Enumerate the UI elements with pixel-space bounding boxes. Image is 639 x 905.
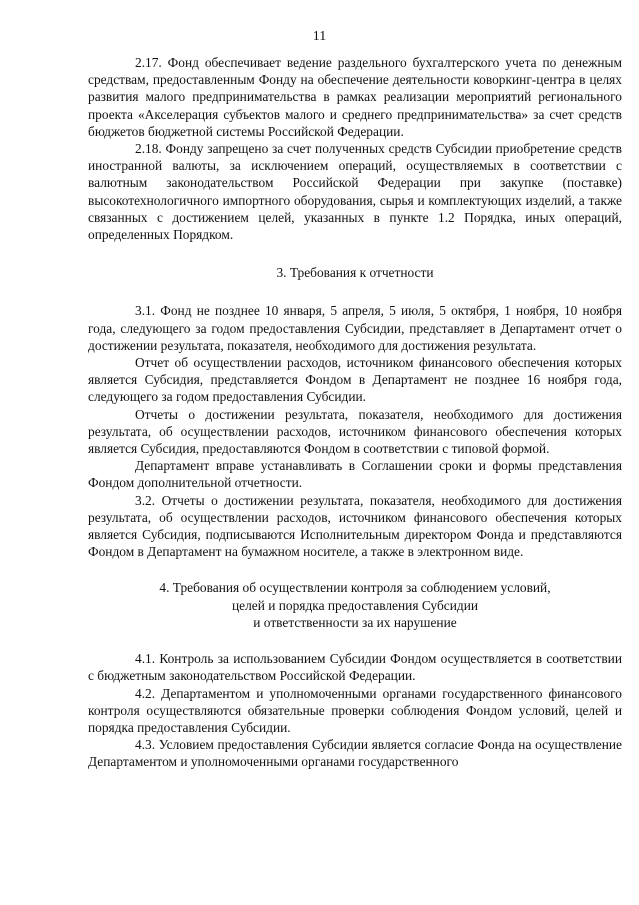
- section-4-heading: [88, 579, 622, 631]
- paragraph-4-2: 4.2. Департаментом и уполномоченными органами государственного финансового контроля осуществляются обязательные проверки соблюдения Фондом условий, целей и порядка предоставления Субсидии.: [88, 685, 622, 735]
- paragraph-2-17: 2.17. Фонд обеспечивает ведение раздельного бухгалтерского учета по денежным средствам, предоставленным Фонду на обеспечение деятельности коворкинг-центра в целях развития малого предпринимательства в рамках реализации мероприятий регионального проекта «Акселерация субъектов малого и среднего предпринимательства» за счет средств бюджетов бюджетной системы Российской Федерации.: [88, 55, 622, 139]
- page-number: 11: [312, 29, 327, 44]
- paragraph-3-1-report-forms: Отчеты о достижении результата, показателя, необходимого для достижения результата, об осуществлении расходов, источником финансового обеспечения которых является Субсидия, предоставляются Фондом в соответствии с типовой формой.: [88, 406, 622, 457]
- section-3-heading: 3. Требования к отчетности: [276, 265, 434, 281]
- paragraph-3-1: 3.1. Фонд не позднее 10 января, 5 апреля, 5 июля, 5 октября, 1 ноября, 10 ноября года, следующего за годом предоставления Субсидии, представляет в Департамент отчет о достижении результата, показателя, необходимого для достижения результата.: [88, 303, 622, 353]
- paragraph-3-2: 3.2. Отчеты о достижении результата, показателя, необходимого для достижения результата, об осуществлении расходов, источником финансового обеспечения которых является Субсидия, подписываются Исполнительным директором Фонда и представляются Фондом в Департамент на бумажном носителе, а также в электронном виде.: [88, 492, 622, 560]
- paragraph-4-1: 4.1. Контроль за использованием Субсидии Фондом осуществляется в соответствии с бюджетным законодательством Российской Федерации.: [88, 651, 622, 684]
- document-body: [88, 54, 622, 771]
- paragraph-3-1-additional-reporting: Департамент вправе устанавливать в Соглашении сроки и формы представления Фондом дополнительной отчетности.: [88, 458, 622, 491]
- section-4-heading-line: и ответственности за их нарушение: [253, 614, 457, 630]
- paragraph-4-3: 4.3. Условием предоставления Субсидии является согласие Фонда на осуществление Департаментом и уполномоченными органами государственного: [88, 737, 622, 770]
- paragraph-2-18: 2.18. Фонду запрещено за счет полученных средств Субсидии приобретение средств иностранной валюты, за исключением операций, осуществляемых в соответствии с валютным законодательством Российской Федерации при закупке (поставке) высокотехнологичного импортного оборудования, сырья и комплектующих изделий, а также связанных с достижением целей, указанных в пункте 1.2 Порядка, иных операций, определенных Порядком.: [88, 141, 622, 243]
- section-4-heading-line: 4. Требования об осуществлении контроля за соблюдением условий,: [159, 580, 551, 596]
- section-4-heading-line: целей и порядка предоставления Субсидии: [231, 597, 479, 613]
- paragraph-3-1-expenses-report: Отчет об осуществлении расходов, источником финансового обеспечения которых является Субсидия, представляется Фондом в Департамент не позднее 16 ноября года, следующего за годом предоставления Субсидии.: [88, 355, 622, 405]
